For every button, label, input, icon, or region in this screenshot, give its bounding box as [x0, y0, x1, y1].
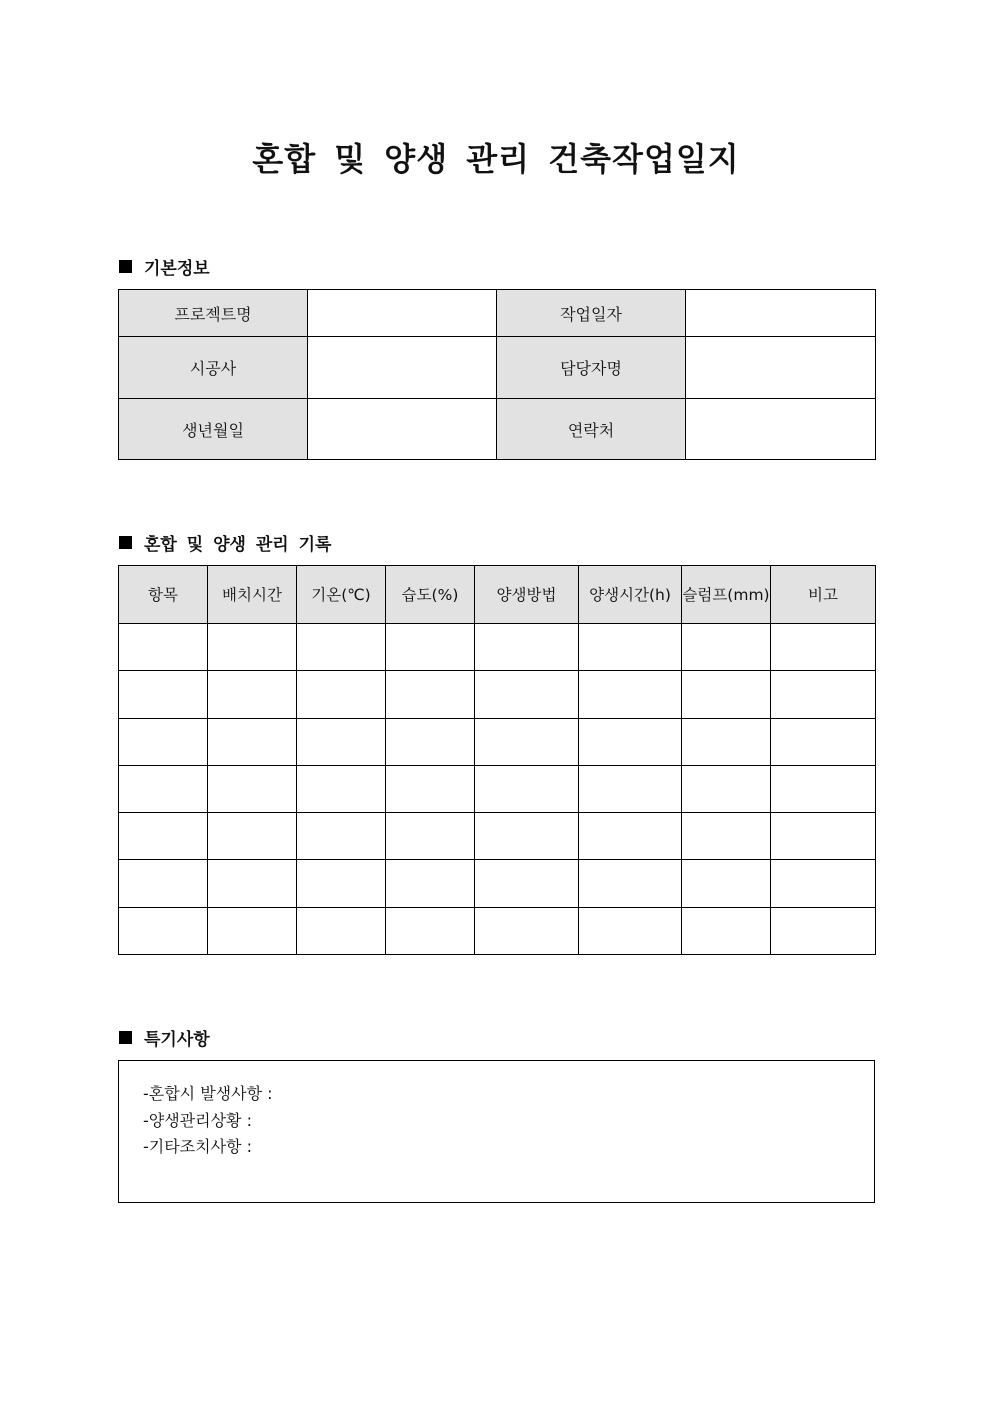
- table-cell[interactable]: [475, 671, 579, 719]
- record-heading: [119, 530, 331, 555]
- table-cell[interactable]: [386, 908, 475, 955]
- table-cell[interactable]: [771, 908, 876, 955]
- basic-info-row: [119, 399, 876, 460]
- basic-info-heading: [119, 254, 210, 279]
- table-cell[interactable]: [119, 624, 208, 671]
- note-line-other: -기타조치사항 :: [143, 1137, 252, 1156]
- table-cell[interactable]: [386, 860, 475, 908]
- table-cell[interactable]: [682, 860, 771, 908]
- square-bullet-icon: [119, 260, 132, 273]
- field-value-work-date[interactable]: [686, 290, 876, 337]
- table-cell[interactable]: [208, 624, 297, 671]
- table-cell[interactable]: [208, 719, 297, 766]
- column-header: 배치시간: [208, 566, 297, 624]
- table-cell[interactable]: [682, 719, 771, 766]
- table-row: [119, 908, 876, 955]
- column-header: 항목: [119, 566, 208, 624]
- table-cell[interactable]: [475, 719, 579, 766]
- table-cell[interactable]: [386, 671, 475, 719]
- table-cell[interactable]: [208, 671, 297, 719]
- table-cell[interactable]: [297, 813, 386, 860]
- table-cell[interactable]: [682, 766, 771, 813]
- field-value-manager-name[interactable]: [686, 337, 876, 399]
- table-cell[interactable]: [297, 860, 386, 908]
- field-value-project-name[interactable]: [308, 290, 497, 337]
- table-row: [119, 624, 876, 671]
- table-row: [119, 813, 876, 860]
- table-cell[interactable]: [475, 766, 579, 813]
- table-cell[interactable]: [579, 766, 682, 813]
- note-line-curing: -양생관리상황 :: [143, 1111, 252, 1130]
- table-cell[interactable]: [386, 719, 475, 766]
- field-label-project-name: 프로젝트명: [119, 290, 308, 337]
- table-cell[interactable]: [119, 766, 208, 813]
- field-value-contractor[interactable]: [308, 337, 497, 399]
- table-cell[interactable]: [297, 671, 386, 719]
- field-label-birth-date: 생년월일: [119, 399, 308, 460]
- square-bullet-icon: [119, 1031, 132, 1044]
- table-cell[interactable]: [208, 813, 297, 860]
- field-label-work-date: 작업일자: [497, 290, 686, 337]
- record-table: [118, 565, 876, 955]
- notes-box[interactable]: [118, 1060, 875, 1203]
- table-cell[interactable]: [119, 860, 208, 908]
- table-cell[interactable]: [475, 908, 579, 955]
- table-cell[interactable]: [771, 860, 876, 908]
- table-cell[interactable]: [682, 813, 771, 860]
- table-row: [119, 671, 876, 719]
- table-cell[interactable]: [386, 624, 475, 671]
- table-cell[interactable]: [579, 719, 682, 766]
- table-cell[interactable]: [579, 671, 682, 719]
- notes-heading: [119, 1025, 210, 1050]
- table-cell[interactable]: [771, 813, 876, 860]
- column-header: 슬럼프(mm): [682, 566, 771, 624]
- record-heading-label: 혼합 및 양생 관리 기록: [144, 535, 332, 555]
- table-cell[interactable]: [771, 719, 876, 766]
- table-cell[interactable]: [208, 908, 297, 955]
- table-cell[interactable]: [579, 813, 682, 860]
- field-label-manager-name: 담당자명: [497, 337, 686, 399]
- table-cell[interactable]: [119, 719, 208, 766]
- table-cell[interactable]: [297, 719, 386, 766]
- table-cell[interactable]: [119, 908, 208, 955]
- table-cell[interactable]: [119, 671, 208, 719]
- table-cell[interactable]: [475, 860, 579, 908]
- basic-info-table: [118, 289, 876, 460]
- table-cell[interactable]: [579, 908, 682, 955]
- page-title: 혼합 및 양생 관리 건축작업일지: [252, 140, 740, 178]
- table-cell[interactable]: [771, 671, 876, 719]
- field-value-birth-date[interactable]: [308, 399, 497, 460]
- record-header-row: [119, 566, 876, 624]
- column-header: 양생방법: [475, 566, 579, 624]
- table-cell[interactable]: [682, 671, 771, 719]
- table-cell[interactable]: [297, 766, 386, 813]
- table-cell[interactable]: [208, 766, 297, 813]
- column-header: 기온(℃): [297, 566, 386, 624]
- basic-info-row: [119, 290, 876, 337]
- table-cell[interactable]: [119, 813, 208, 860]
- table-row: [119, 860, 876, 908]
- table-cell[interactable]: [682, 908, 771, 955]
- notes-heading-label: 특기사항: [144, 1030, 210, 1050]
- column-header: 양생시간(h): [579, 566, 682, 624]
- table-cell[interactable]: [682, 624, 771, 671]
- field-label-contact: 연락처: [497, 399, 686, 460]
- table-cell[interactable]: [475, 624, 579, 671]
- square-bullet-icon: [119, 536, 132, 549]
- table-cell[interactable]: [579, 860, 682, 908]
- table-cell[interactable]: [386, 813, 475, 860]
- table-cell[interactable]: [771, 766, 876, 813]
- table-cell[interactable]: [297, 908, 386, 955]
- table-row: [119, 766, 876, 813]
- basic-info-heading-label: 기본정보: [144, 259, 210, 279]
- column-header: 비고: [771, 566, 876, 624]
- table-cell[interactable]: [386, 766, 475, 813]
- table-row: [119, 719, 876, 766]
- table-cell[interactable]: [475, 813, 579, 860]
- field-value-contact[interactable]: [686, 399, 876, 460]
- basic-info-row: [119, 337, 876, 399]
- table-cell[interactable]: [579, 624, 682, 671]
- table-cell[interactable]: [771, 624, 876, 671]
- field-label-contractor: 시공사: [119, 337, 308, 399]
- table-cell[interactable]: [208, 860, 297, 908]
- column-header: 습도(%): [386, 566, 475, 624]
- table-cell[interactable]: [297, 624, 386, 671]
- note-line-mixing: -혼합시 발생사항 :: [143, 1084, 273, 1103]
